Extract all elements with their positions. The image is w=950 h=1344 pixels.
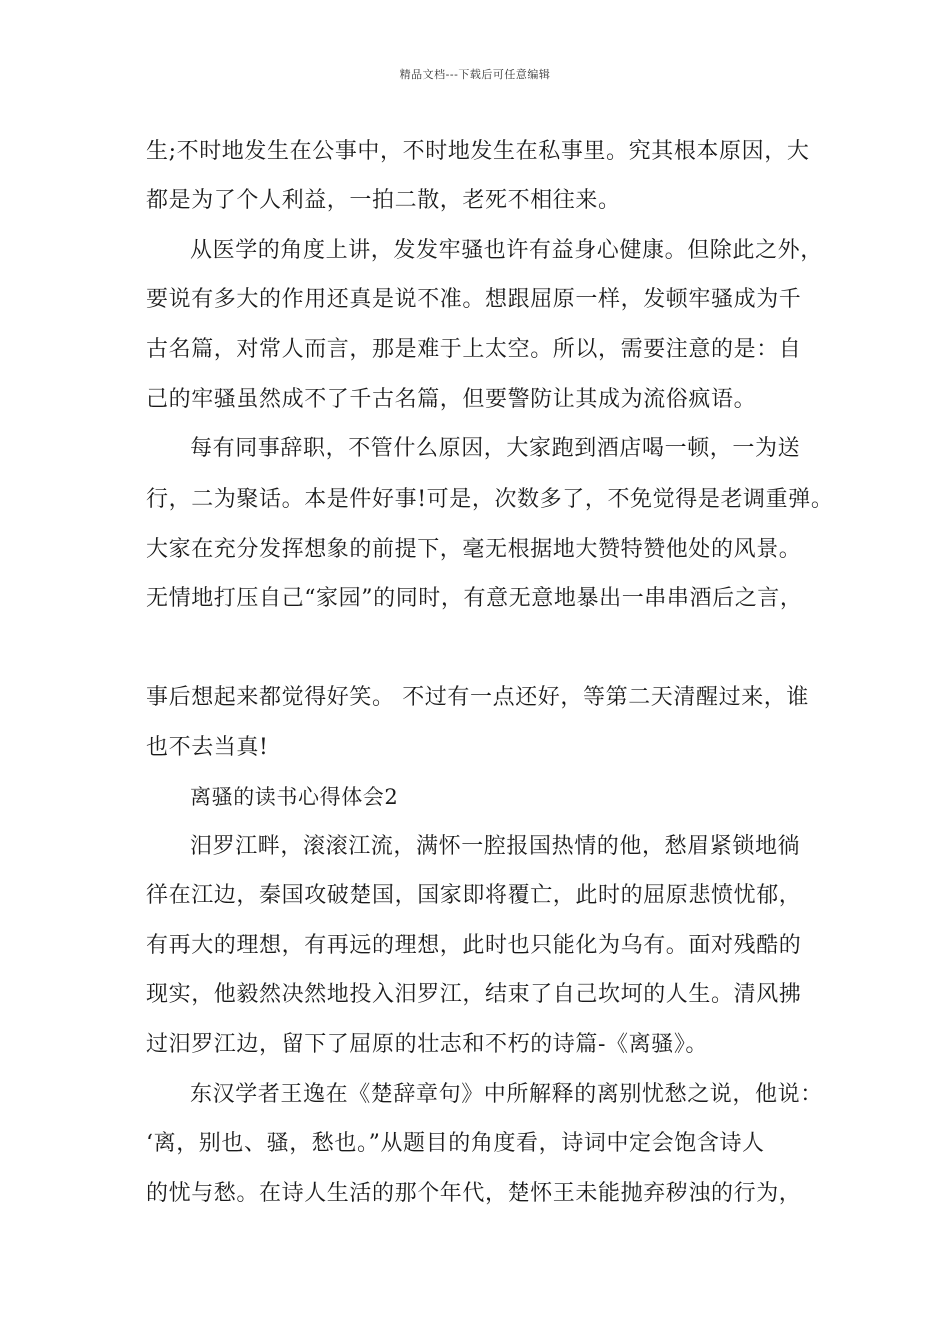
text-line: 生;不时地发生在公事中，不时地发生在私事里。究其根本原因，大	[146, 139, 810, 164]
text-line: 每有同事辞职，不管什么原因，大家跑到酒店喝一顿，一为送	[190, 436, 801, 461]
text-line: 无情地打压自己“家园”的同时，有意无意地暴出一串串酒后之言，	[146, 586, 803, 611]
text-line: 有再大的理想，有再远的理想，此时也只能化为乌有。面对残酷的	[146, 933, 802, 958]
text-line: 东汉学者王逸在《楚辞章句》中所解释的离别忧愁之说，他说：	[190, 1082, 823, 1107]
text-line: 己的牢骚虽然成不了千古名篇，但要警防让其成为流俗疯语。	[146, 387, 757, 412]
text-line: 要说有多大的作用还真是说不准。想跟屈原一样，发顿牢骚成为千	[146, 287, 802, 312]
text-line: 汨罗江畔，滚滚江流，满怀一腔报国热情的他，愁眉紧锁地徜	[190, 834, 801, 859]
text-line: 也不去当真!	[146, 735, 269, 760]
text-line: 过汨罗江边，留下了屈原的壮志和不朽的诗篇-《离骚》。	[146, 1032, 709, 1057]
text-line: 事后想起来都觉得好笑。 不过有一点还好，等第二天清醒过来，谁	[146, 685, 809, 710]
section-heading: 离骚的读书心得体会2	[190, 785, 399, 809]
text-line: 大家在充分发挥想象的前提下，毫无根据地大赞特赞他处的风景。	[146, 537, 802, 562]
text-line: 从医学的角度上讲，发发牢骚也许有益身心健康。但除此之外，	[190, 238, 823, 263]
text-line: 的忧与愁。在诗人生活的那个年代，楚怀王未能抛弃秽浊的行为，	[146, 1181, 802, 1206]
text-line: 古名篇，对常人而言，那是难于上太空。所以，需要注意的是：自	[146, 337, 802, 362]
text-line: 徉在江边，秦国攻破楚国，国家即将覆亡，此时的屈原悲愤忧郁，	[146, 883, 802, 908]
text-line: ‘离，别也、骚，愁也。”从题目的角度看，诗词中定会饱含诗人	[146, 1131, 765, 1156]
text-line: 行，二为聚话。本是件好事!可是，次数多了，不免觉得是老调重弹。	[146, 487, 834, 512]
text-line: 都是为了个人利益，一拍二散，老死不相往来。	[146, 188, 621, 213]
page-header: 精品文档---下载后可任意编辑	[399, 68, 551, 81]
text-line: 现实，他毅然决然地投入汨罗江，结束了自己坎坷的人生。清风拂	[146, 982, 802, 1007]
